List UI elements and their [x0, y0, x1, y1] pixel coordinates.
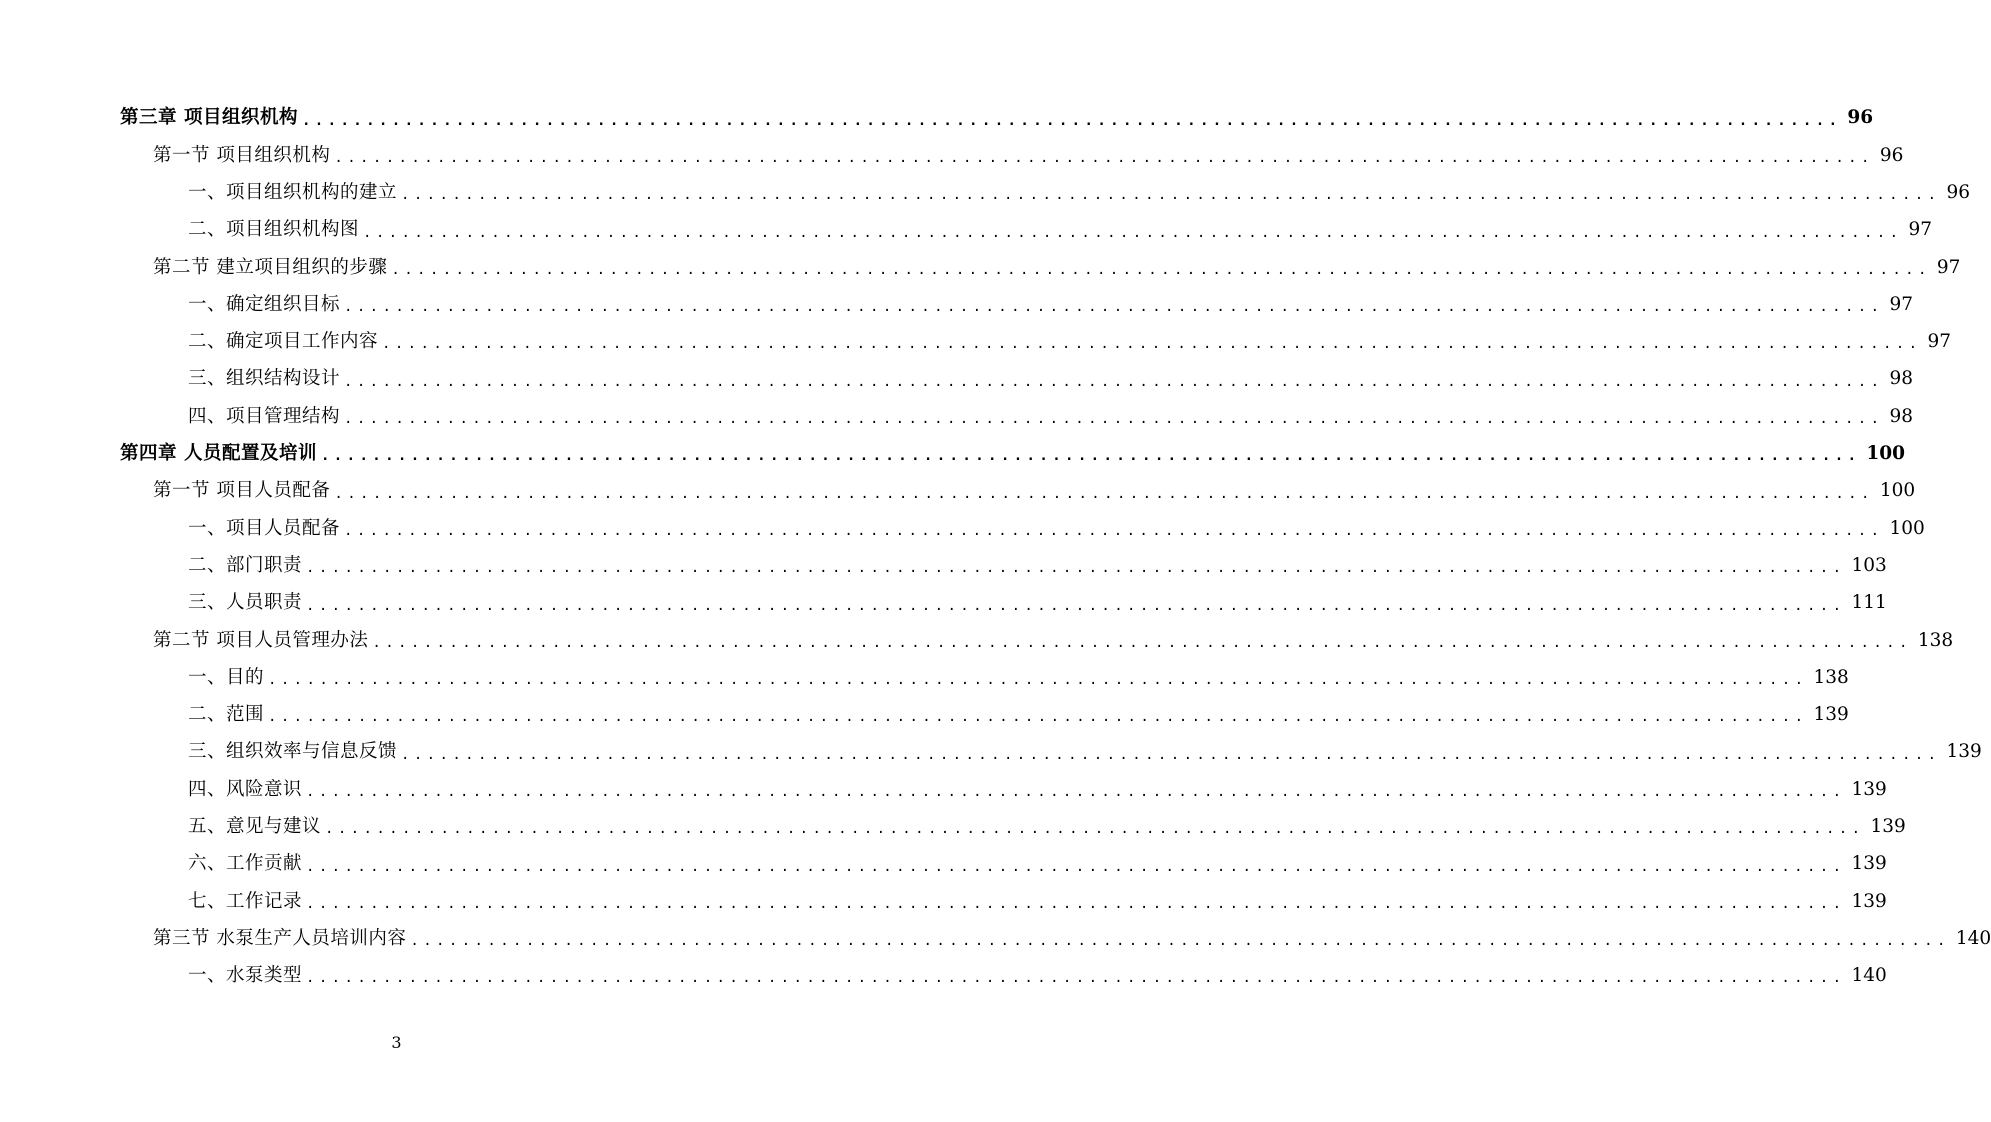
- toc-dot-leader: ........................................................................................................................: [401, 746, 1941, 763]
- toc-dot-leader: ........................................................................................................................: [306, 783, 1846, 800]
- toc-dot-leader: ........................................................................................................................: [344, 299, 1884, 316]
- toc-section-entry: [0, 473, 1916, 510]
- toc-dot-leader: ........................................................................................................................: [344, 411, 1884, 428]
- toc-entry-page: 103: [1851, 554, 1887, 576]
- toc-entry-page: 97: [1889, 293, 1914, 315]
- toc-entry-page: 139: [1851, 778, 1887, 800]
- toc-entry-page: 98: [1889, 368, 1914, 390]
- toc-entry-page: 98: [1889, 405, 1914, 427]
- toc-entry-title: 一、项目组织机构的建立: [188, 181, 398, 203]
- toc-subsection-entry: [0, 771, 1887, 808]
- toc-subsection-entry: [0, 883, 1887, 920]
- table-of-contents: [0, 100, 1991, 995]
- toc-subsection-entry: [0, 361, 1914, 398]
- toc-entry-title: 七、工作记录: [188, 890, 303, 912]
- toc-entry-page: 96: [1946, 181, 1971, 203]
- toc-dot-leader: ........................................................................................................................: [401, 187, 1941, 204]
- toc-chapter-entry: [0, 100, 1874, 137]
- toc-entry-page: 140: [1955, 927, 1991, 949]
- toc-dot-leader: ........................................................................................................................: [306, 597, 1846, 614]
- toc-dot-leader: ........................................................................................................................: [344, 522, 1884, 539]
- toc-entry-title: 一、水泵类型: [188, 965, 303, 987]
- toc-entry-title: 第二节 建立项目组织的步骤: [153, 256, 388, 278]
- toc-entry-page: 100: [1879, 480, 1916, 502]
- toc-entry-page: 139: [1813, 704, 1849, 726]
- toc-entry-page: 96: [1847, 107, 1874, 129]
- toc-subsection-entry: [0, 585, 1887, 622]
- toc-entry-title: 第三节 水泵生产人员培训内容: [153, 927, 407, 949]
- toc-subsection-entry: [0, 734, 1982, 771]
- toc-entry-title: 第三章 项目组织机构: [120, 107, 298, 129]
- toc-entry-page: 100: [1866, 443, 1906, 465]
- toc-entry-page: 138: [1813, 666, 1849, 688]
- toc-section-entry: [0, 921, 1991, 958]
- toc-dot-leader: ........................................................................................................................: [334, 149, 1874, 166]
- toc-subsection-entry: [0, 659, 1849, 696]
- toc-subsection-entry: [0, 324, 1952, 361]
- toc-dot-leader: ........................................................................................................................: [306, 970, 1846, 987]
- toc-entry-title: 四、项目管理结构: [188, 405, 341, 427]
- toc-entry-page: 96: [1879, 144, 1904, 166]
- toc-dot-leader: ........................................................................................................................: [301, 112, 1842, 129]
- toc-entry-title: 三、组织结构设计: [188, 368, 341, 390]
- toc-subsection-entry: [0, 398, 1914, 435]
- toc-dot-leader: ........................................................................................................................: [268, 672, 1808, 689]
- toc-chapter-entry: [0, 436, 1906, 473]
- toc-subsection-entry: [0, 286, 1914, 323]
- toc-entry-title: 一、目的: [188, 666, 265, 688]
- toc-entry-page: 139: [1870, 816, 1906, 838]
- toc-subsection-entry: [0, 697, 1849, 734]
- toc-dot-leader: ........................................................................................................................: [410, 933, 1950, 950]
- toc-entry-title: 二、确定项目工作内容: [188, 331, 379, 353]
- toc-dot-leader: ........................................................................................................................: [325, 821, 1865, 838]
- toc-subsection-entry: [0, 212, 1933, 249]
- toc-entry-page: 139: [1851, 853, 1887, 875]
- toc-dot-leader: ........................................................................................................................: [306, 858, 1846, 875]
- toc-entry-page: 97: [1936, 256, 1961, 278]
- toc-dot-leader: ........................................................................................................................: [334, 485, 1874, 502]
- toc-entry-title: 第一节 项目组织机构: [153, 144, 331, 166]
- toc-entry-title: 二、部门职责: [188, 554, 303, 576]
- toc-entry-page: 138: [1917, 629, 1954, 651]
- toc-entry-page: 139: [1851, 890, 1887, 912]
- toc-subsection-entry: [0, 809, 1906, 846]
- toc-entry-title: 一、项目人员配备: [188, 517, 341, 539]
- page-number: 3: [391, 1033, 402, 1052]
- toc-entry-page: 97: [1908, 219, 1933, 241]
- toc-entry-title: 第一节 项目人员配备: [153, 480, 331, 502]
- toc-entry-page: 139: [1946, 741, 1982, 763]
- toc-section-entry: [0, 622, 1954, 659]
- toc-entry-title: 二、范围: [188, 704, 265, 726]
- toc-entry-title: 第二节 项目人员管理办法: [153, 629, 369, 651]
- toc-entry-title: 一、确定组织目标: [188, 293, 341, 315]
- toc-dot-leader: ........................................................................................................................: [382, 336, 1922, 353]
- toc-dot-leader: ........................................................................................................................: [363, 224, 1903, 241]
- toc-subsection-entry: [0, 846, 1887, 883]
- toc-entry-title: 二、项目组织机构图: [188, 219, 360, 241]
- toc-subsection-entry: [0, 548, 1887, 585]
- toc-entry-page: 97: [1927, 331, 1952, 353]
- toc-section-entry: [0, 137, 1904, 174]
- toc-entry-page: 140: [1851, 965, 1887, 987]
- toc-dot-leader: ........................................................................................................................: [268, 709, 1808, 726]
- toc-entry-page: 111: [1851, 592, 1887, 614]
- toc-dot-leader: ........................................................................................................................: [344, 373, 1884, 390]
- toc-entry-title: 四、风险意识: [188, 778, 303, 800]
- toc-entry-title: 三、组织效率与信息反馈: [188, 741, 398, 763]
- toc-entry-title: 六、工作贡献: [188, 853, 303, 875]
- toc-subsection-entry: [0, 958, 1887, 995]
- toc-dot-leader: ........................................................................................................................: [306, 560, 1846, 577]
- toc-dot-leader: ........................................................................................................................: [372, 634, 1912, 651]
- toc-dot-leader: ........................................................................................................................: [306, 895, 1846, 912]
- toc-entry-title: 三、人员职责: [188, 592, 303, 614]
- toc-dot-leader: ........................................................................................................................: [320, 448, 1861, 465]
- toc-subsection-entry: [0, 510, 1925, 547]
- toc-entry-title: 五、意见与建议: [188, 816, 322, 838]
- toc-subsection-entry: [0, 175, 1971, 212]
- toc-dot-leader: ........................................................................................................................: [391, 261, 1931, 278]
- toc-entry-page: 100: [1889, 517, 1925, 539]
- toc-section-entry: [0, 249, 1961, 286]
- toc-entry-title: 第四章 人员配置及培训: [120, 443, 317, 465]
